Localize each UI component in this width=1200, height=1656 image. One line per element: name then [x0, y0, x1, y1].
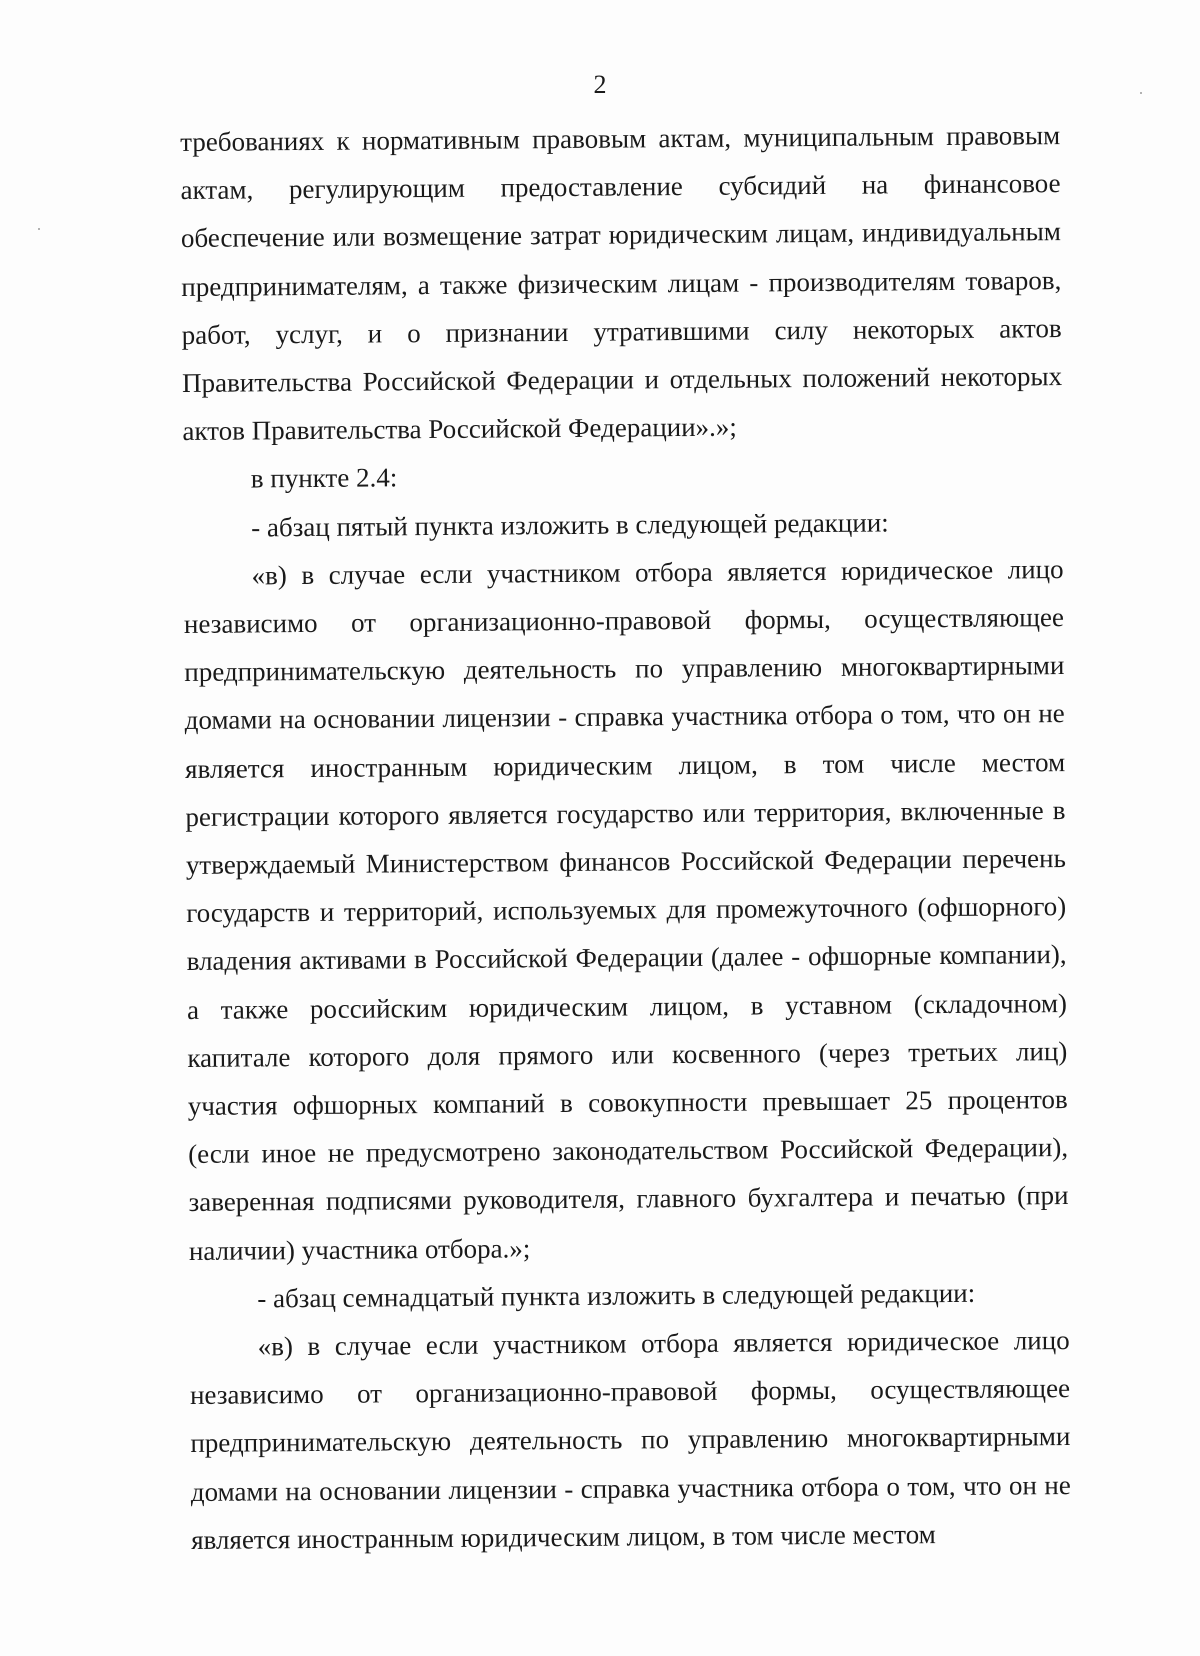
document-body: [180, 111, 1071, 1564]
paragraph-continuation: требованиях к нормативным правовым актам, муниципальным правовым актам, регулирующим предоставление субсидий на финансовое обеспечение или возмещение затрат юридическим лицам, индивидуальным предпринимателям, а также физическим лицам - производителям товаров, работ, услуг, и о признании утратившими силу некоторых актов Правительства Российской Федерации и отдельных положений некоторых актов Правительства Российской Федерации».»;: [180, 120, 1063, 447]
scan-speck: [38, 228, 40, 230]
paragraph-amendment-text-seventeenth: «в) в случае если участником отбора является юридическое лицо независимо от организационно-правовой формы, осуществляющее предпринимательскую деятельность по управлению многоквартирными домами на основании лицензии - справка участника отбора о том, что он не является иностранным юридическим лицом, в том числе местом: [189, 1325, 1071, 1555]
paragraph-amendment-intro-seventeenth: - абзац семнадцатый пункта изложить в следующей редакции:: [257, 1277, 976, 1314]
paragraph-amendment-intro-fifth: - абзац пятый пункта изложить в следующей редакции:: [251, 507, 889, 543]
paragraph-amendment-text-fifth: «в) в случае если участником отбора является юридическое лицо независимо от организационно-правовой формы, осуществляющее предпринимательскую деятельность по управлению многоквартирными домами на основании лицензии - справка участника отбора о том, что он не является иностранным юридическим лицом, в том числе местом регистрации которого является государство или территория, включенные в утверждаемый Министерством финансов Российской Федерации перечень государств и территорий, используемых для промежуточного (офшорного) владения активами в Российской Федерации (далее - офшорные компании), а также российским юридическим лицом, в уставном (складочном) капитале которого доля прямого или косвенного (через третьих лиц) участия офшорных компаний в совокупности превышает 25 процентов (если иное не предусмотрено законодательством Российской Федерации), заверенная подписями руководителя, главного бухгалтера и печатью (при наличии) участника отбора.»;: [183, 553, 1069, 1266]
paragraph-clause-reference: в пункте 2.4:: [250, 462, 398, 494]
page-number: 2: [593, 70, 607, 99]
scan-speck: [1140, 92, 1142, 94]
